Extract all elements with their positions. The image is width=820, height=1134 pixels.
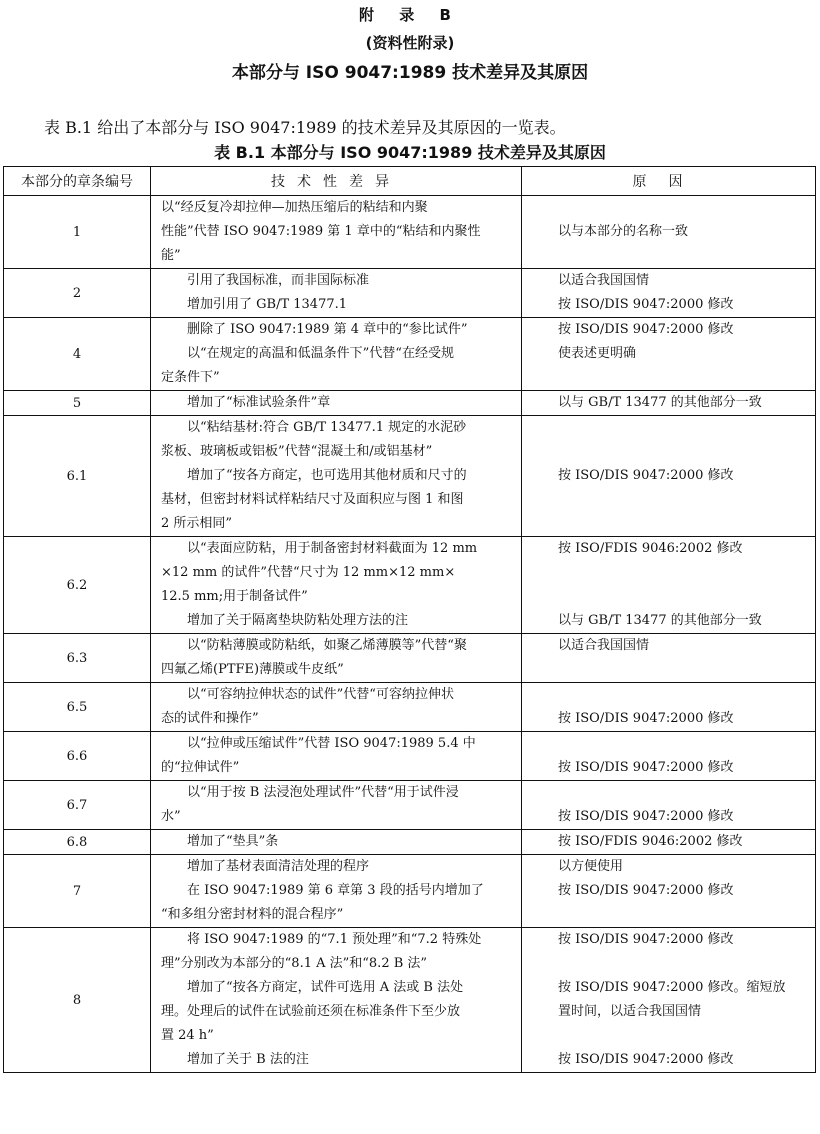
difference-line: 以“表面应防粘，用于制备密封材料截面为 12 mm <box>187 541 478 556</box>
clause-number: 6.2 <box>4 537 151 634</box>
table-row <box>4 391 816 416</box>
reason <box>522 732 816 781</box>
technical-difference <box>151 732 522 781</box>
reason-line: 按 ISO/DIS 9047:2000 修改 <box>558 883 734 898</box>
technical-difference <box>151 634 522 683</box>
difference-line: 2 所示相同” <box>161 516 233 531</box>
clause-number: 6.5 <box>4 683 151 732</box>
difference-line: 以“拉伸或压缩试件”代替 ISO 9047:1989 5.4 中 <box>187 736 476 751</box>
difference-line: 删除了 ISO 9047:1989 第 4 章中的“参比试件” <box>187 322 468 337</box>
reason-line: 以与本部分的名称一致 <box>558 224 689 239</box>
clause-number: 6.1 <box>4 416 151 537</box>
annex-title: 附 录 B <box>359 6 461 24</box>
technical-difference <box>151 416 522 537</box>
difference-line: 四氟乙烯(PTFE)薄膜或牛皮纸” <box>161 662 344 677</box>
table-row <box>4 732 816 781</box>
reason-line: 以适合我国国情 <box>558 273 650 288</box>
clause-number: 1 <box>4 196 151 269</box>
reason <box>522 196 816 269</box>
table-row <box>4 318 816 391</box>
reason <box>522 634 816 683</box>
technical-difference <box>151 318 522 391</box>
reason-line: 以与 GB/T 13477 的其他部分一致 <box>558 395 762 410</box>
difference-line: 基材，但密封材料试样粘结尺寸及面积应与图 1 和图 <box>161 492 464 507</box>
clause-number: 2 <box>4 269 151 318</box>
difference-line: 增加了“按各方商定，试件可选用 A 法或 B 法处 <box>187 980 464 995</box>
column-header-difference: 技术性差异 <box>151 167 522 196</box>
table-header-row <box>4 167 816 196</box>
column-header-reason: 原因 <box>522 167 816 196</box>
differences-table <box>3 166 816 1073</box>
reason-line: 按 ISO/DIS 9047:2000 修改 <box>558 809 734 824</box>
difference-line: 增加了基材表面清洁处理的程序 <box>187 859 370 874</box>
difference-line: 理”分别改为本部分的“8.1 A 法”和“8.2 B 法” <box>161 956 428 971</box>
reason <box>522 318 816 391</box>
technical-difference <box>151 269 522 318</box>
technical-difference <box>151 683 522 732</box>
table-row <box>4 269 816 318</box>
reason <box>522 537 816 634</box>
reason-line: 按 ISO/DIS 9047:2000 修改 <box>558 297 734 312</box>
reason-line: 按 ISO/DIS 9047:2000 修改。缩短放 <box>558 980 786 995</box>
table-row <box>4 830 816 855</box>
technical-difference <box>151 855 522 928</box>
reason <box>522 683 816 732</box>
reason-line: 按 ISO/DIS 9047:2000 修改 <box>558 468 734 483</box>
clause-number: 6.6 <box>4 732 151 781</box>
clause-number: 5 <box>4 391 151 416</box>
clause-number: 6.8 <box>4 830 151 855</box>
intro-paragraph: 表 B.1 给出了本部分与 ISO 9047:1989 的技术差异及其原因的一览表。 <box>44 118 566 137</box>
reason <box>522 391 816 416</box>
reason-line: 按 ISO/DIS 9047:2000 修改 <box>558 932 734 947</box>
table-row <box>4 855 816 928</box>
annex-nature: (资料性附录) <box>365 34 455 52</box>
technical-difference <box>151 391 522 416</box>
difference-line: 增加了关于隔离垫块防粘处理方法的注 <box>187 613 409 628</box>
difference-line: 态的试件和操作” <box>161 711 259 726</box>
column-header-clause: 本部分的章条编号 <box>4 167 151 196</box>
difference-line: 水” <box>161 809 181 824</box>
reason <box>522 781 816 830</box>
difference-line: 以“可容纳拉伸状态的试件”代替“可容纳拉伸状 <box>187 687 454 702</box>
difference-line: 增加了“按各方商定，也可选用其他材质和尺寸的 <box>187 468 467 483</box>
difference-line: 以“粘结基材:符合 GB/T 13477.1 规定的水泥砂 <box>187 420 467 435</box>
table-row <box>4 196 816 269</box>
reason-line: 按 ISO/DIS 9047:2000 修改 <box>558 760 734 775</box>
reason-line: 按 ISO/FDIS 9046:2002 修改 <box>558 541 743 556</box>
table-row <box>4 683 816 732</box>
difference-line: 增加了“垫具”条 <box>187 834 279 849</box>
difference-line: 引用了我国标准，而非国际标准 <box>187 273 370 288</box>
difference-line: 的“拉伸试件” <box>161 760 240 775</box>
difference-line: 增加了“标准试验条件”章 <box>187 395 331 410</box>
technical-difference <box>151 537 522 634</box>
reason <box>522 928 816 1073</box>
reason-line: 置时间，以适合我国国情 <box>558 1004 702 1019</box>
reason-line: 使表述更明确 <box>558 346 637 361</box>
difference-line: 性能”代替 ISO 9047:1989 第 1 章中的“粘结和内聚性 <box>161 224 481 239</box>
clause-number: 4 <box>4 318 151 391</box>
technical-difference <box>151 830 522 855</box>
clause-number: 6.7 <box>4 781 151 830</box>
difference-line: 以“用于按 B 法浸泡处理试件”代替“用于试件浸 <box>187 785 459 800</box>
table-row <box>4 781 816 830</box>
difference-line: 12.5 mm;用于制备试件” <box>161 589 308 604</box>
table-row <box>4 634 816 683</box>
reason-line: 以与 GB/T 13477 的其他部分一致 <box>558 613 762 628</box>
table-row <box>4 928 816 1073</box>
technical-difference <box>151 781 522 830</box>
difference-line: 增加了关于 B 法的注 <box>187 1052 309 1067</box>
difference-line: 将 ISO 9047:1989 的“7.1 预处理”和“7.2 特殊处 <box>187 932 482 947</box>
difference-line: 定条件下” <box>161 370 220 385</box>
difference-line: 理。处理后的试件在试验前还须在标准条件下至少放 <box>161 1004 461 1019</box>
table-row <box>4 537 816 634</box>
reason <box>522 830 816 855</box>
difference-line: 以“在规定的高温和低温条件下”代替“在经受规 <box>187 346 454 361</box>
difference-line: 以“经反复冷却拉伸—加热压缩后的粘结和内聚 <box>161 200 428 215</box>
difference-line: 浆板、玻璃板或铝板”代替“混凝土和/或铝基材” <box>161 444 433 459</box>
difference-line: 能” <box>161 248 181 263</box>
reason-line: 按 ISO/DIS 9047:2000 修改 <box>558 322 734 337</box>
table-caption: 表 B.1 本部分与 ISO 9047:1989 技术差异及其原因 <box>214 143 606 162</box>
reason <box>522 416 816 537</box>
difference-line: 以“防粘薄膜或防粘纸，如聚乙烯薄膜等”代替“聚 <box>187 638 467 653</box>
clause-number: 6.3 <box>4 634 151 683</box>
table-row <box>4 416 816 537</box>
difference-line: 在 ISO 9047:1989 第 6 章第 3 段的括号内增加了 <box>187 883 484 898</box>
clause-number: 7 <box>4 855 151 928</box>
table-body <box>4 196 816 1073</box>
reason-line: 以方便使用 <box>558 859 624 874</box>
reason <box>522 269 816 318</box>
difference-line: ×12 mm 的试件”代替“尺寸为 12 mm×12 mm× <box>161 565 456 580</box>
reason-line: 按 ISO/DIS 9047:2000 修改 <box>558 1052 734 1067</box>
difference-line: “和多组分密封材料的混合程序” <box>161 907 344 922</box>
clause-number: 8 <box>4 928 151 1073</box>
reason-line: 以适合我国国情 <box>558 638 650 653</box>
reason-line: 按 ISO/DIS 9047:2000 修改 <box>558 711 734 726</box>
reason-line: 按 ISO/FDIS 9046:2002 修改 <box>558 834 743 849</box>
annex-heading: 本部分与 ISO 9047:1989 技术差异及其原因 <box>231 63 589 83</box>
technical-difference <box>151 196 522 269</box>
difference-line: 置 24 h” <box>161 1028 214 1043</box>
reason <box>522 855 816 928</box>
technical-difference <box>151 928 522 1073</box>
difference-line: 增加引用了 GB/T 13477.1 <box>187 297 348 312</box>
